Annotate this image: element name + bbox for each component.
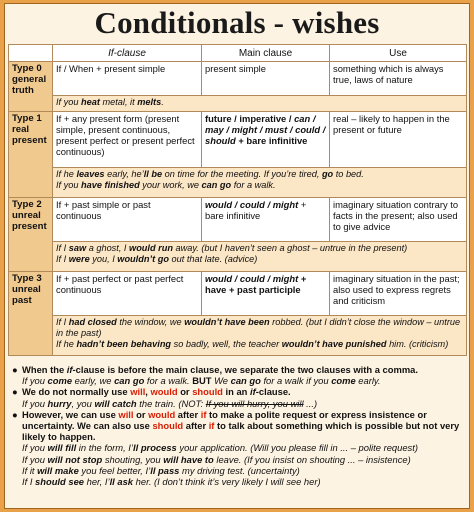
note-comma-rule: ● When the if-clause is before the main clause, we separate the two clauses with a comma.: [12, 364, 418, 375]
example-cell: If he leaves early, he’ll be on time for the meeting. If you’re tired, go to bed. If you have finished your work, we can go for a walk.: [53, 168, 467, 198]
note-example: If you come early, we can go for a walk. BUT We can go for a walk if you come early.: [22, 375, 381, 387]
row-type-label: Type 2 unreal present: [9, 198, 53, 272]
use-cell: imaginary situation in the past; also used to express regrets and criticism: [330, 272, 467, 316]
note-example: If you will not stop shouting, you will have to leave. (If you insist on shouting ... – insistence): [22, 453, 411, 465]
note-no-will-rule: ● We do not normally use will, would or should in an if-clause.: [12, 386, 291, 398]
page-frame: [4, 3, 470, 509]
note-example: If it will make you feel better, I’ll pass my driving test. (uncertainty): [22, 464, 300, 476]
header-use: Use: [330, 45, 467, 62]
header-if-clause: If-clause: [53, 45, 202, 62]
bullet-icon: ●: [12, 364, 18, 375]
table-row: [9, 62, 467, 96]
conditionals-table: [8, 44, 467, 356]
note-example: If I should see her, I’ll ask her. (I don’t think it’s very likely I will see her): [22, 476, 321, 488]
header-main-clause: Main clause: [202, 45, 330, 62]
table-row: [9, 198, 467, 242]
main-clause-cell: future / imperative / can / may / might / must / could / should + bare infinitive: [202, 112, 330, 168]
main-clause-cell: present simple: [202, 62, 330, 96]
if-clause-cell: If + any present form (present simple, present continuous, present perfect or present perfect continuous): [53, 112, 202, 168]
main-clause-cell: would / could / might + have + past participle: [202, 272, 330, 316]
page-title: Conditionals - wishes: [94, 5, 380, 40]
example-row: [9, 242, 467, 272]
bullet-icon: ●: [12, 408, 18, 420]
main-clause-cell: would / could / might + bare infinitive: [202, 198, 330, 242]
notes-section: [11, 364, 466, 487]
table-header-row: [9, 45, 467, 62]
use-cell: something which is always true, laws of nature: [330, 62, 467, 96]
note-however-rule: ● However, we can use will or would after if to make a polite request or express insistence or uncertainty. We can also use should after if to talk about something which is possible but not very likely to happen.: [12, 408, 460, 443]
bullet-icon: ●: [12, 386, 18, 398]
example-cell: If I saw a ghost, I would run away. (but I haven’t seen a ghost – untrue in the present) If I were you, I wouldn’t go out that late. (advice): [53, 242, 467, 272]
example-cell: If I had closed the window, we wouldn’t have been robbed. (but I didn’t close the window – untrue in the past) If he hadn’t been behaving so badly, well, the teacher wouldn’t have punished him. (criticism): [53, 316, 467, 356]
table-row: [9, 112, 467, 168]
example-row: [9, 96, 467, 112]
note-example: If you will fill in the form, I’ll process your application. (Will you please fill in ... – polite request): [22, 442, 418, 454]
example-row: [9, 316, 467, 356]
row-type-label: Type 0 general truth: [9, 62, 53, 112]
use-cell: imaginary situation contrary to facts in the present; also used to give advice: [330, 198, 467, 242]
row-type-label: Type 1 real present: [9, 112, 53, 198]
table-row: [9, 272, 467, 316]
if-clause-cell: If / When + present simple: [53, 62, 202, 96]
row-type-label: Type 3 unreal past: [9, 272, 53, 356]
if-clause-cell: If + past simple or past continuous: [53, 198, 202, 242]
example-cell: If you heat metal, it melts.: [53, 96, 467, 112]
note-example: If you hurry, you will catch the train. (NOT: If you will hurry, you will ...): [22, 397, 318, 409]
example-row: [9, 168, 467, 198]
header-corner: [9, 45, 53, 62]
if-clause-cell: If + past perfect or past perfect continuous: [53, 272, 202, 316]
use-cell: real – likely to happen in the present or future: [330, 112, 467, 168]
